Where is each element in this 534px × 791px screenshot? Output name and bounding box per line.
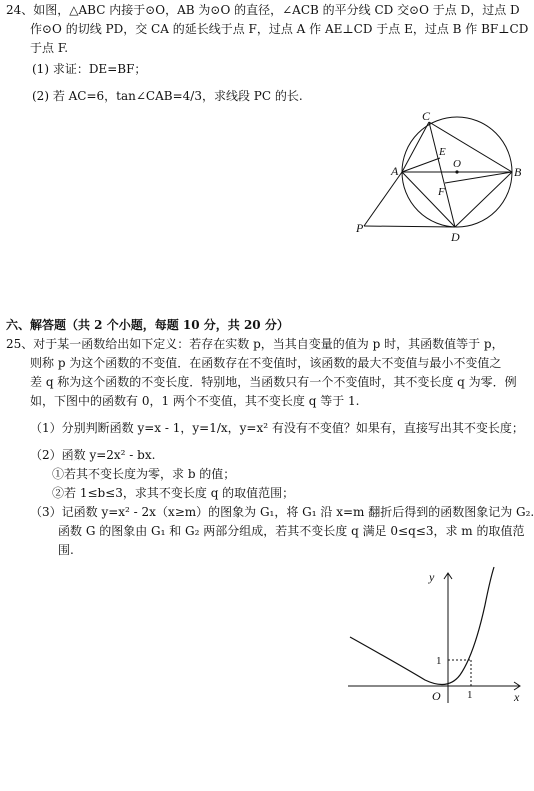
q25-part3a: （3）记函数 y=x² - 2x（x≥m）的图象为 G₁，将 G₁ 沿 x=m 翻折后得到的函数图象记为 G₂. [30, 505, 534, 519]
label-B: B [514, 165, 522, 179]
label-E: E [439, 146, 446, 158]
q25-part2b: ②若 1≤b≤3，求其不变长度 q 的取值范围； [52, 486, 295, 500]
label-P: P [356, 221, 364, 235]
q24-sub2: (2) 若 AC=6，tan∠CAB=4/3，求线段 PC 的长. [32, 89, 303, 103]
graph-y-label: y [429, 570, 435, 584]
graph-tick-y1: 1 [436, 655, 442, 667]
q24-geometry-figure [350, 110, 530, 245]
q25-line2: 则称 p 为这个函数的不变值．在函数存在不变值时，该函数的最大不变值与最小不变值之 [30, 356, 502, 370]
label-F: F [438, 186, 445, 198]
label-D: D [451, 230, 460, 244]
section-title: 六、解答题（共 2 个小题，每题 10 分，共 20 分） [6, 318, 289, 332]
graph-x-label: x [514, 690, 520, 704]
graph-origin-label: O [432, 689, 441, 703]
graph-tick-x1: 1 [467, 689, 473, 701]
q25-part2: （2）函数 y=2x² - bx. [30, 448, 156, 462]
label-O: O [453, 158, 461, 170]
q25-line3: 差 q 称为这个函数的不变长度．特别地，当函数只有一个不变值时，其不变长度 q 为零．例 [30, 375, 517, 389]
q25-line1: 25、对于某一函数给出如下定义：若存在实数 p，当其自变量的值为 p 时，其函数值等于 p， [6, 337, 504, 351]
q25-function-graph [340, 565, 530, 710]
label-A: A [391, 164, 399, 178]
label-C: C [422, 110, 431, 123]
q24-sub1: (1) 求证：DE=BF； [32, 62, 147, 76]
q24-line3: 于点 F. [30, 41, 69, 55]
q24-line2: 作⊙O 的切线 PD，交 CA 的延长线于点 F，过点 A 作 AE⊥CD 于点 E，过点 B 作 BF⊥CD [30, 22, 529, 36]
q25-part3b: 函数 G 的图象由 G₁ 和 G₂ 两部分组成，若其不变长度 q 满足 0≤q≤3，求 m 的取值范 [58, 524, 525, 538]
q24-line1: 24、如图，△ABC 内接于⊙O，AB 为⊙O 的直径，∠ACB 的平分线 CD 交⊙O 于点 D，过点 D [6, 3, 520, 17]
q25-part1: （1）分别判断函数 y=x - 1，y=1/x，y=x² 有没有不变值？如果有，直接写出其不变长度； [30, 421, 524, 435]
q25-line4: 如，下图中的函数有 0，1 两个不变值，其不变长度 q 等于 1. [30, 394, 360, 408]
q25-part3c: 围. [58, 543, 74, 557]
q25-part2a: ①若其不变长度为零，求 b 的值； [52, 467, 236, 481]
